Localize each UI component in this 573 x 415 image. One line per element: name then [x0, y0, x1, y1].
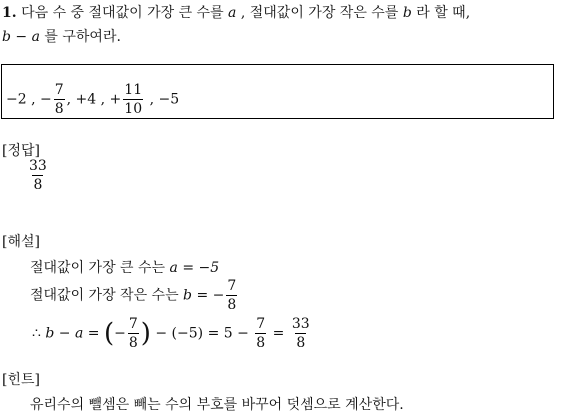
explanation-line-3-numerator-2: 7: [256, 316, 266, 332]
explanation-line-2-numerator: 7: [227, 278, 237, 294]
hint-text: 유리수의 뺄셈은 빼는 수의 부호를 바꾸어 덧셈으로 계산한다.: [30, 397, 404, 413]
explanation-label: [해설]: [2, 234, 40, 250]
explanation-line-3-result-denominator: 8: [296, 335, 306, 351]
explanation-line-3-lhs: b − a =: [45, 325, 100, 342]
explanation-line-2-text: 절대값이 가장 작은 수는: [30, 287, 179, 304]
explanation-line-2-denominator: 8: [227, 297, 237, 313]
choice-3-denominator: 10: [124, 101, 143, 117]
explanation-line-3-inner-numerator: 7: [128, 316, 138, 332]
choice-3-fraction: [123, 82, 143, 117]
explanation-line-3: [32, 316, 313, 351]
choices-line: [6, 82, 179, 117]
choice-separator: , +4 , +: [66, 91, 122, 108]
choice-2-denominator: 8: [54, 101, 64, 117]
explanation-line-3-inner-fraction: [128, 316, 139, 351]
choice-2-sign: −: [40, 91, 52, 108]
choice-4: , −5: [149, 91, 180, 108]
problem-instruction: 를 구하여라.: [44, 29, 121, 45]
explanation-line-3-result: [291, 316, 311, 351]
choice-2-fraction: [54, 82, 65, 117]
answer-label: [정답]: [2, 143, 40, 159]
problem-text-part-2: , 절대값이 가장 작은 수를: [240, 5, 399, 21]
explanation-line-3-fraction-2: [255, 316, 266, 351]
problem-line-2: [2, 28, 121, 46]
right-paren: ): [140, 318, 151, 349]
explanation-line-3-inner-sign: −: [114, 325, 126, 342]
explanation-line-1: [30, 259, 219, 277]
explanation-line-3-denominator-2: 8: [256, 335, 266, 351]
therefore-symbol: ∴: [32, 325, 41, 342]
explanation-line-2-math: b = −: [183, 287, 225, 304]
left-paren: (: [103, 318, 115, 349]
explanation-line-1-math: a = −5: [169, 260, 220, 276]
choice-1: −2 ,: [6, 91, 36, 108]
problem-text-part-1: 다음 수 중 절대값이 가장 큰 수를: [21, 5, 224, 21]
explanation-line-3-mid: − (−5) = 5 −: [155, 325, 249, 342]
problem-expression: b − a: [2, 29, 40, 45]
explanation-line-1-text: 절대값이 가장 큰 수는: [30, 260, 166, 276]
problem-text-part-3: 라 할 때,: [416, 5, 471, 21]
choice-2-numerator: 7: [54, 82, 64, 98]
answer-denominator: 8: [33, 177, 43, 193]
answer-numerator: 33: [29, 158, 47, 174]
answer-fraction: [28, 158, 48, 193]
explanation-line-3-equals: =: [272, 325, 285, 342]
explanation-line-3-result-numerator: 33: [291, 316, 310, 332]
problem-line-1: [2, 4, 470, 22]
problem-number: 1.: [2, 5, 17, 21]
explanation-line-3-inner-denominator: 8: [128, 335, 138, 351]
variable-b: b: [402, 5, 412, 21]
variable-a: a: [228, 5, 237, 21]
hint-label: [힌트]: [2, 372, 40, 388]
explanation-line-2-fraction: [226, 278, 237, 313]
choice-3-numerator: 11: [124, 82, 143, 98]
answer-value: [26, 158, 50, 193]
explanation-line-2: [30, 278, 239, 313]
